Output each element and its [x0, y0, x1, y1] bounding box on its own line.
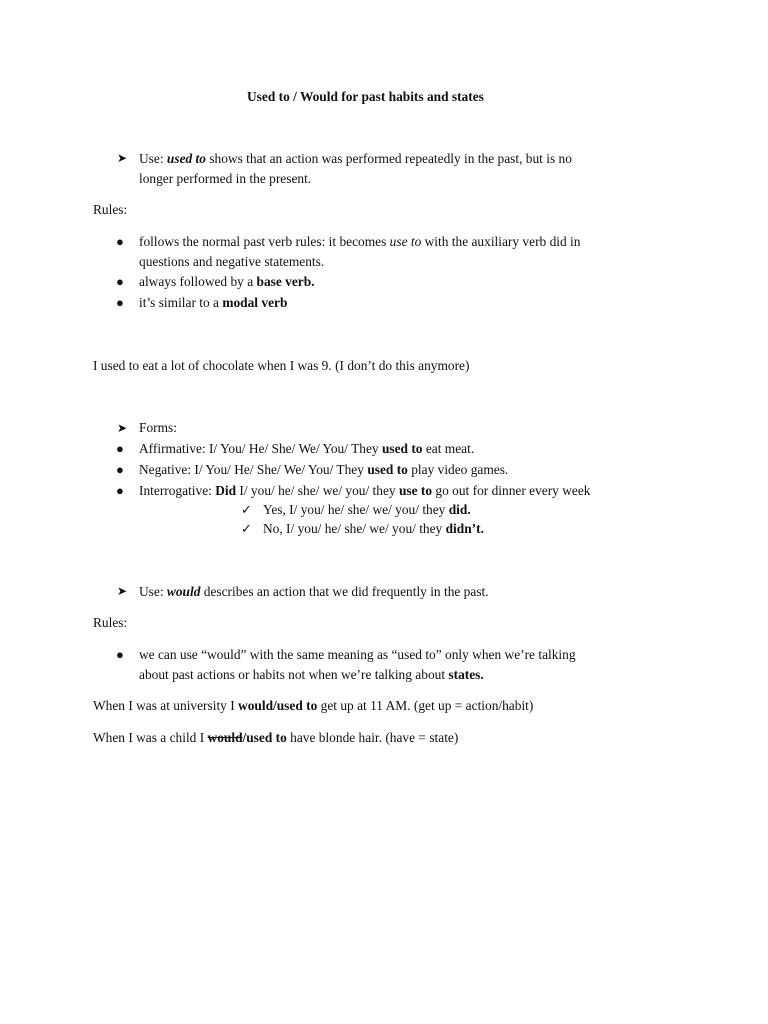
example-text: get up at 11 AM. (get up = action/habit): [317, 698, 534, 713]
rule-item-would-meaning: we can use “would” with the same meaning as “used to” only when we’re talking: [139, 647, 576, 662]
example-child: [93, 728, 458, 748]
rule-text: follows the normal past verb rules: it becomes: [139, 234, 390, 249]
use-used-to-line1: [139, 149, 572, 169]
rule-text: always followed by a: [139, 274, 257, 289]
rule-text: with the auxiliary verb did in: [421, 234, 581, 249]
form-negative: [139, 460, 508, 480]
dot-bullet-icon: ●: [116, 295, 124, 310]
page-title: Used to / Would for past habits and states: [247, 89, 484, 104]
used-to-keyword: used to: [166, 151, 206, 166]
form-text: Negative: I/ You/ He/ She/ We/ You/ They: [139, 462, 368, 477]
example-text: When I was at university I: [93, 698, 239, 713]
dot-bullet-icon: ●: [116, 647, 124, 662]
used-to-bold: used to: [381, 441, 423, 456]
dot-bullet-icon: ●: [116, 441, 124, 456]
modal-verb-bold: modal verb: [222, 295, 288, 310]
would-struck-bold: would: [207, 730, 243, 745]
use-label: Use:: [139, 151, 164, 166]
example-university: [93, 696, 533, 716]
arrowhead-bullet-icon: ➤: [117, 584, 128, 598]
example-text: have blonde hair. (have = state): [286, 730, 459, 745]
use-would-line: [139, 582, 489, 602]
answer-yes: [263, 500, 471, 520]
form-text: Affirmative: I/ You/ He/ She/ We/ You/ They: [139, 441, 382, 456]
rule-text: it’s similar to a: [139, 295, 223, 310]
dot-bullet-icon: ●: [116, 483, 124, 498]
would-used-to-bold: would/used to: [238, 698, 318, 713]
rule-text: about past actions or habits not when we’re talking about: [139, 667, 449, 682]
form-interrogative: [139, 481, 590, 501]
form-text: eat meat.: [422, 441, 475, 456]
rule-item-would-meaning-line2: [139, 665, 484, 685]
checkmark-icon: ✓: [241, 502, 252, 517]
use-to-bold: use to: [398, 483, 433, 498]
would-keyword: would: [166, 584, 201, 599]
did-bold: Did: [215, 483, 237, 498]
dot-bullet-icon: ●: [116, 274, 124, 289]
use-would-text: describes an action that we did frequently in the past.: [203, 584, 489, 599]
did-bold: did.: [448, 502, 471, 517]
rule-item-past-verb-line2: questions and negative statements.: [139, 254, 325, 269]
answer-no: [263, 519, 484, 539]
didnt-bold: didn’t.: [445, 521, 484, 536]
rule-item-base-verb: [139, 272, 315, 292]
use-used-to-text: shows that an action was performed repeatedly in the past, but is no: [209, 151, 572, 166]
dot-bullet-icon: ●: [116, 462, 124, 477]
form-text: go out for dinner every week: [432, 483, 591, 498]
use-used-to-line2: longer performed in the present.: [139, 171, 312, 186]
use-to-italic: use to: [389, 234, 422, 249]
example-text: When I was a child I: [93, 730, 208, 745]
form-text: I/ you/ he/ she/ we/ you/ they: [236, 483, 399, 498]
answer-text: No, I/ you/ he/ she/ we/ you/ they: [263, 521, 446, 536]
form-affirmative: [139, 439, 474, 459]
dot-bullet-icon: ●: [116, 234, 124, 249]
checkmark-icon: ✓: [241, 521, 252, 536]
forms-label: Forms:: [139, 420, 177, 435]
rule-item-past-verb: [139, 232, 580, 252]
rule-item-modal-verb: [139, 293, 287, 313]
form-text: play video games.: [407, 462, 509, 477]
used-to-bold: /used to: [242, 730, 287, 745]
arrowhead-bullet-icon: ➤: [117, 421, 128, 435]
answer-text: Yes, I/ you/ he/ she/ we/ you/ they: [263, 502, 449, 517]
rules-heading: Rules:: [93, 202, 128, 217]
base-verb-bold: base verb.: [256, 274, 315, 289]
states-bold: states.: [448, 667, 484, 682]
use-label: Use:: [139, 584, 164, 599]
used-to-bold: used to: [367, 462, 408, 477]
form-text: Interrogative:: [139, 483, 216, 498]
arrowhead-bullet-icon: ➤: [117, 151, 128, 165]
rules-heading: Rules:: [93, 615, 128, 630]
example-chocolate: I used to eat a lot of chocolate when I was 9. (I don’t do this anymore): [93, 358, 470, 373]
